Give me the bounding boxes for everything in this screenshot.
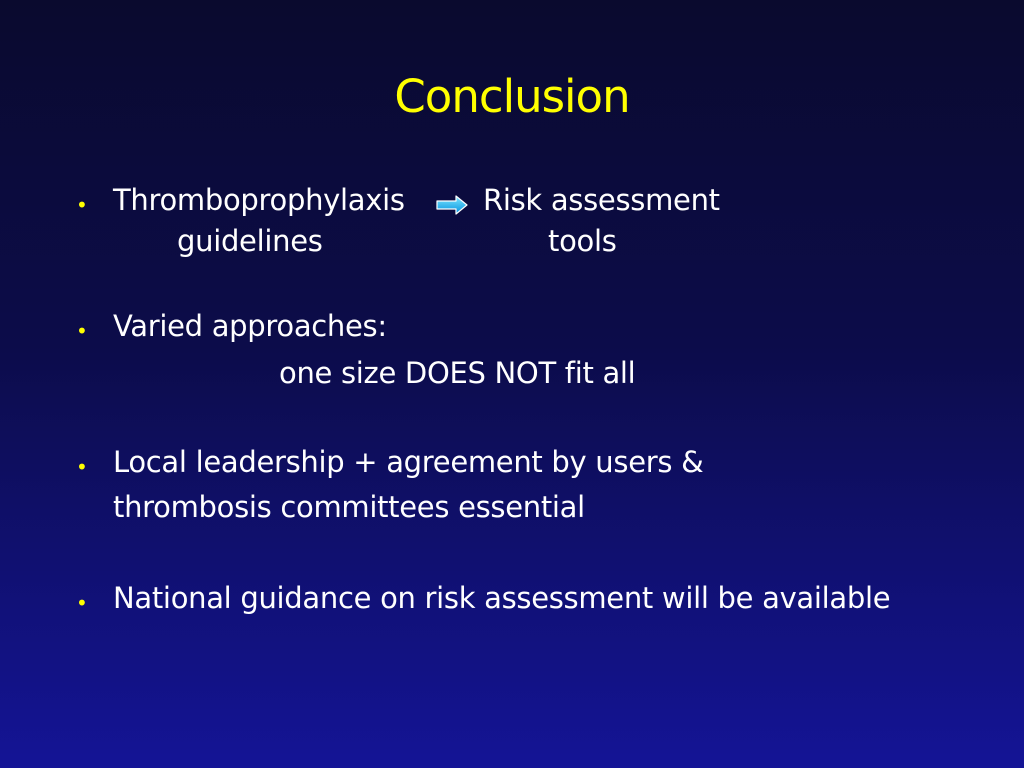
right-arrow-icon	[436, 195, 468, 215]
varied-approaches-text: Varied approaches:	[113, 309, 387, 343]
one-size-text: one size DOES NOT fit all	[279, 356, 636, 390]
thrombosis-committees-text: thrombosis committees essential	[113, 490, 585, 524]
bullet-2: •	[76, 319, 88, 343]
national-guidance-text: National guidance on risk assessment will be available	[113, 581, 891, 615]
risk-assessment-text: Risk assessment	[483, 183, 720, 217]
bullet-1: •	[76, 193, 88, 217]
guidelines-text: guidelines	[177, 224, 323, 258]
bullet-4: •	[76, 591, 88, 615]
slide-title: Conclusion	[394, 70, 630, 123]
tools-text: tools	[548, 224, 617, 258]
thromboprophylaxis-text: Thromboprophylaxis	[113, 183, 405, 217]
local-leadership-text: Local leadership + agreement by users &	[113, 445, 704, 479]
bullet-3: •	[76, 455, 88, 479]
